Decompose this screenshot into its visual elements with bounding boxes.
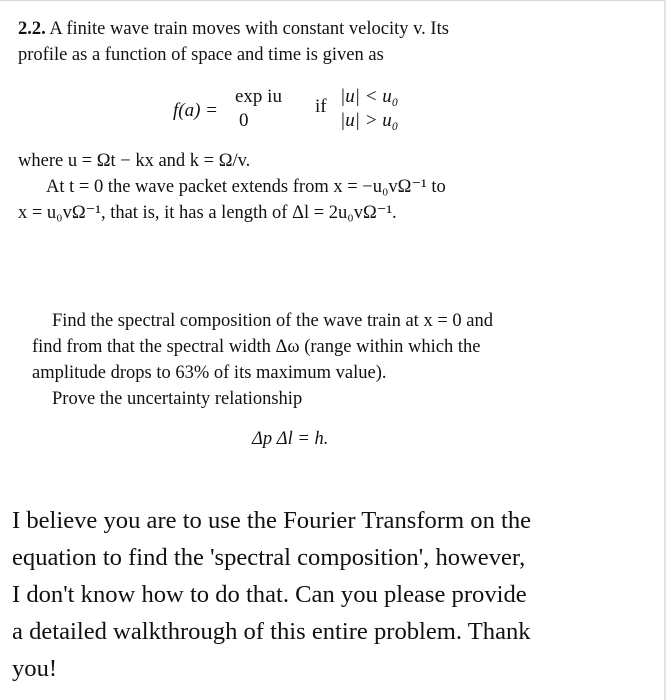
question-line-4: a detailed walkthrough of this entire problem. Thank bbox=[12, 618, 531, 645]
equation-case1-value: exp iu bbox=[235, 86, 282, 107]
task-line-2: find from that the spectral width Δω (range within which the bbox=[32, 337, 481, 357]
question-line-2: equation to find the 'spectral composition', however, bbox=[12, 544, 526, 571]
problem-number: 2.2. bbox=[18, 19, 46, 39]
packet-line-2: x = u₀vΩ⁻¹, that is, it has a length of Δl = 2u₀vΩ⁻¹. bbox=[18, 203, 397, 223]
problem-intro-line-2: profile as a function of space and time is given as bbox=[18, 45, 384, 65]
task-line-3: amplitude drops to 63% of its maximum value). bbox=[32, 363, 387, 383]
textbook-problem-scan bbox=[10, 0, 660, 500]
problem-intro-line-1: 2.2. A finite wave train moves with constant velocity v. Its bbox=[18, 19, 449, 39]
packet-line-1: At t = 0 the wave packet extends from x = −u₀vΩ⁻¹ to bbox=[46, 177, 446, 197]
equation-lhs: f(a) = bbox=[173, 100, 219, 121]
equation-if-word: if bbox=[315, 96, 327, 117]
uncertainty-relation: Δp Δl = h. bbox=[252, 429, 329, 449]
equation-case2-condition: |u| > u₀ bbox=[340, 110, 399, 131]
equation-case2-value: 0 bbox=[239, 110, 249, 131]
question-line-3: I don't know how to do that. Can you please provide bbox=[12, 581, 527, 608]
equation-case1-condition: |u| < u₀ bbox=[340, 86, 399, 107]
where-line: where u = Ωt − kx and k = Ω/v. bbox=[18, 151, 251, 171]
question-line-1: I believe you are to use the Fourier Transform on the bbox=[12, 507, 532, 534]
question-line-5: you! bbox=[12, 655, 58, 682]
prove-line: Prove the uncertainty relationship bbox=[52, 389, 303, 409]
task-line-1: Find the spectral composition of the wave train at x = 0 and bbox=[52, 311, 493, 331]
right-border bbox=[664, 0, 666, 700]
